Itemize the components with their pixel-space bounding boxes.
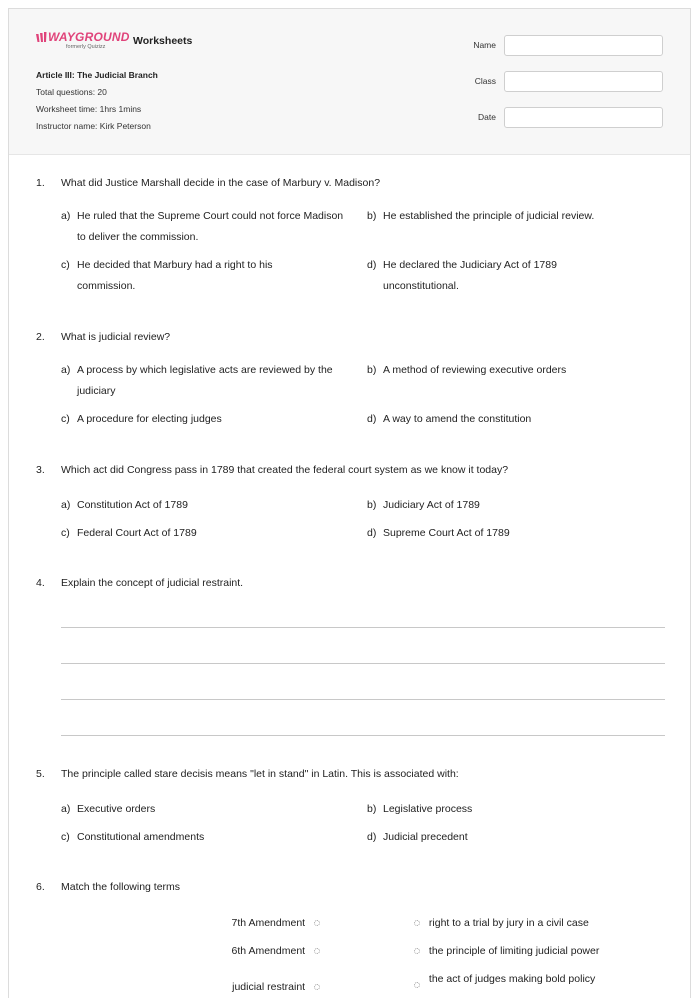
- answer-line[interactable]: [61, 663, 665, 664]
- match-connector-icon[interactable]: [314, 948, 320, 954]
- match-right-item[interactable]: [414, 973, 595, 988]
- match-definition: the act of judges making bold policy: [428, 973, 596, 985]
- option-a[interactable]: [61, 799, 351, 820]
- option-text: Federal Court Act of 1789: [77, 527, 197, 539]
- option-a[interactable]: [61, 495, 351, 516]
- date-field-row: [456, 106, 663, 128]
- worksheet-header: [9, 9, 690, 155]
- option-b[interactable]: [367, 495, 657, 516]
- option-label: d): [367, 831, 377, 843]
- option-text: A way to amend the constitution: [383, 413, 532, 425]
- total-questions: Total questions: 20: [36, 87, 107, 97]
- option-label: b): [367, 210, 377, 222]
- class-field-row: [456, 70, 663, 92]
- option-text: A procedure for electing judges: [77, 413, 222, 425]
- worksheet-title: Article III: The Judicial Branch: [36, 70, 158, 80]
- option-label: d): [367, 413, 377, 425]
- option-label: b): [367, 803, 377, 815]
- answer-line[interactable]: [61, 735, 665, 736]
- logo-wordmark: WAYGROUND: [48, 30, 130, 44]
- match-connector-icon[interactable]: [414, 982, 420, 988]
- question-number: 5.: [36, 768, 45, 780]
- date-label: Date: [478, 112, 496, 122]
- option-label: a): [61, 499, 71, 511]
- option-label: a): [61, 364, 71, 376]
- answer-line[interactable]: [61, 627, 665, 628]
- name-field[interactable]: [504, 35, 663, 56]
- option-text: Judiciary Act of 1789: [383, 499, 480, 511]
- option-text: A method of reviewing executive orders: [383, 364, 567, 376]
- option-text: A process by which legislative acts are reviewed by the judiciary: [77, 364, 333, 397]
- question-text: Explain the concept of judicial restraint.: [61, 577, 244, 589]
- match-term: 6th Amendment: [231, 945, 306, 957]
- wayground-logo: [36, 31, 128, 53]
- option-a[interactable]: [61, 360, 351, 402]
- worksheet-page: [8, 8, 691, 998]
- question-text: Match the following terms: [61, 881, 181, 893]
- option-label: c): [61, 527, 70, 539]
- match-term: 7th Amendment: [231, 917, 306, 929]
- question-number: 4.: [36, 577, 45, 589]
- option-text: He decided that Marbury had a right to his commission.: [77, 259, 273, 292]
- class-field[interactable]: [504, 71, 663, 92]
- option-text: He ruled that the Supreme Court could not force Madison to deliver the commission.: [77, 210, 344, 243]
- option-text: Executive orders: [77, 803, 156, 815]
- match-definition: right to a trial by jury in a civil case: [428, 917, 589, 929]
- question-text: Which act did Congress pass in 1789 that created the federal court system as we know it today?: [61, 464, 509, 476]
- instructor-name: Instructor name: Kirk Peterson: [36, 121, 151, 131]
- option-label: b): [367, 499, 377, 511]
- answer-line[interactable]: [61, 699, 665, 700]
- date-field[interactable]: [504, 107, 663, 128]
- worksheet-meta: [36, 67, 158, 135]
- question-number: 2.: [36, 331, 45, 343]
- logo-subtitle: formerly Quizizz: [66, 44, 106, 50]
- option-d[interactable]: [367, 827, 657, 848]
- match-definition: the principle of limiting judicial power: [428, 945, 600, 957]
- match-connector-icon[interactable]: [414, 948, 420, 954]
- option-text: He declared the Judiciary Act of 1789 unconstitutional.: [383, 259, 557, 292]
- class-label: Class: [474, 76, 496, 86]
- match-term: judicial restraint: [232, 981, 306, 993]
- option-c[interactable]: [61, 827, 351, 848]
- option-label: d): [367, 527, 377, 539]
- option-c[interactable]: [61, 255, 351, 297]
- option-text: Legislative process: [383, 803, 473, 815]
- option-text: Supreme Court Act of 1789: [383, 527, 510, 539]
- brand-title: Worksheets: [133, 35, 193, 47]
- option-c[interactable]: [61, 523, 351, 544]
- option-b[interactable]: [367, 360, 657, 381]
- option-text: Constitution Act of 1789: [77, 499, 188, 511]
- logo-mark-icon: [36, 32, 48, 43]
- option-label: c): [61, 413, 70, 425]
- option-label: a): [61, 803, 71, 815]
- option-label: c): [61, 831, 70, 843]
- option-d[interactable]: [367, 409, 657, 430]
- option-c[interactable]: [61, 409, 351, 430]
- option-text: He established the principle of judicial review.: [383, 210, 595, 222]
- option-text: Judicial precedent: [383, 831, 468, 843]
- match-connector-icon[interactable]: [314, 984, 320, 990]
- option-text: Constitutional amendments: [77, 831, 205, 843]
- question-text: What did Justice Marshall decide in the case of Marbury v. Madison?: [61, 177, 381, 189]
- match-connector-icon[interactable]: [314, 920, 320, 926]
- name-field-row: [456, 34, 663, 56]
- option-b[interactable]: [367, 799, 657, 820]
- option-label: d): [367, 259, 377, 271]
- question-number: 6.: [36, 881, 45, 893]
- option-d[interactable]: [367, 255, 657, 297]
- question-number: 1.: [36, 177, 45, 189]
- option-label: b): [367, 364, 377, 376]
- name-label: Name: [473, 40, 496, 50]
- option-d[interactable]: [367, 523, 657, 544]
- match-right-item[interactable]: [414, 917, 589, 929]
- question-text: What is judicial review?: [61, 331, 171, 343]
- option-label: a): [61, 210, 71, 222]
- match-left-item[interactable]: [232, 981, 320, 993]
- match-left-item[interactable]: [232, 945, 320, 957]
- question-number: 3.: [36, 464, 45, 476]
- match-right-item[interactable]: [414, 945, 599, 957]
- worksheet-time: Worksheet time: 1hrs 1mins: [36, 104, 142, 114]
- option-a[interactable]: [61, 206, 351, 248]
- option-label: c): [61, 259, 70, 271]
- question-text: The principle called stare decisis means "let in stand" in Latin. This is associated with:: [61, 768, 459, 780]
- match-connector-icon[interactable]: [414, 920, 420, 926]
- option-b[interactable]: [367, 206, 657, 227]
- match-left-item[interactable]: [232, 917, 320, 929]
